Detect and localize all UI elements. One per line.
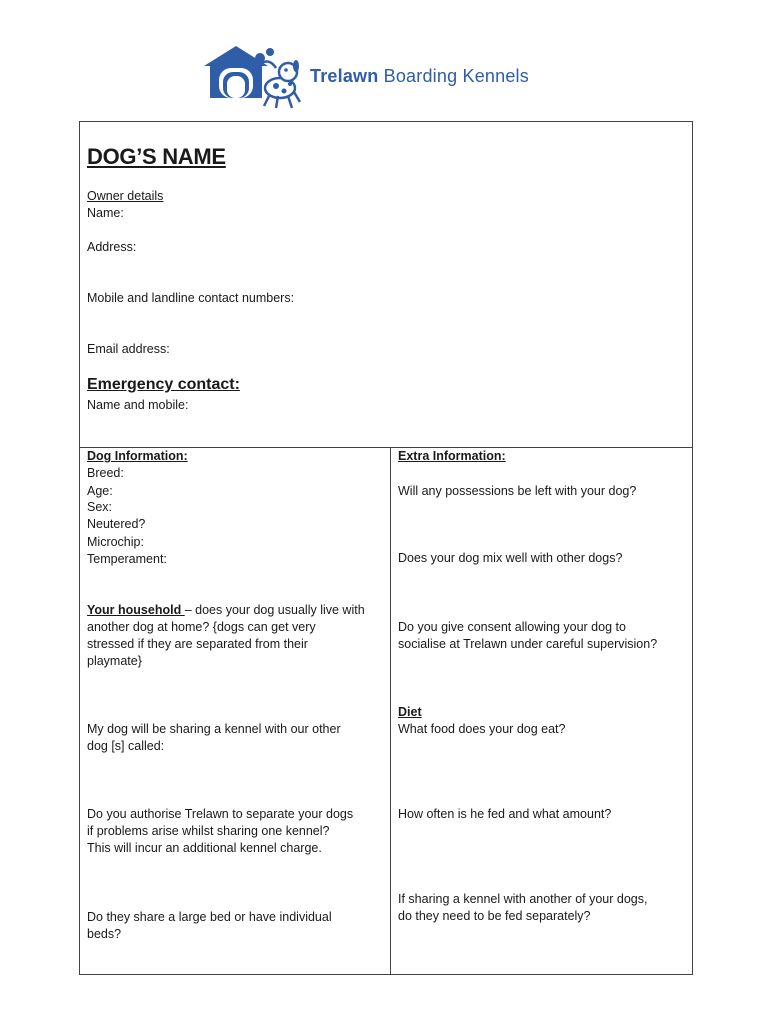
possessions-question: Will any possessions be left with your dog? [398,484,637,498]
kennel-dog-logo-icon [200,44,305,112]
socialise-consent-line: socialise at Trelawn under careful supervision? [398,637,658,651]
separation-authorisation-line: This will incur an additional kennel charge. [87,841,322,855]
household-question-line: stressed if they are separated from their [87,637,308,651]
kennel-sharing-question-line: dog [s] called: [87,739,165,753]
household-question-line: playmate} [87,654,142,668]
neutered-field: Neutered? [87,517,146,531]
microchip-field: Microchip: [87,535,144,549]
breed-field: Breed: [87,466,124,480]
separation-authorisation-line: if problems arise whilst sharing one kennel? [87,824,330,838]
dog-information-heading: Dog Information: [87,449,188,463]
household-question-line: another dog at home? {dogs can get very [87,620,316,634]
company-logo [200,44,560,112]
sex-field: Sex: [87,500,113,514]
extra-information-heading: Extra Information: [398,449,506,463]
email-address-field: Email address: [87,342,170,356]
emergency-contact-heading: Emergency contact: [87,376,240,393]
owner-details-heading: Owner details [87,189,164,203]
temperament-field: Temperament: [87,552,167,566]
owner-name-field: Name: [87,206,124,220]
diet-heading: Diet [398,705,422,719]
bed-question-line: beds? [87,927,122,941]
socialise-consent-question: Do you give consent allowing your dog to [398,620,626,634]
separate-feeding-line: do they need to be fed separately? [398,909,591,923]
contact-numbers-field: Mobile and landline contact numbers: [87,291,295,305]
feeding-frequency-question: How often is he fed and what amount? [398,807,612,821]
separation-authorisation-question: Do you authorise Trelawn to separate your dogs [87,807,354,821]
emergency-name-mobile-field: Name and mobile: [87,398,189,412]
dog-name-title: DOG’S NAME [87,144,226,169]
bed-question: Do they share a large bed or have individual [87,910,332,924]
brand-name: Trelawn Boarding Kennels [310,66,529,86]
food-question: What food does your dog eat? [398,722,566,736]
registration-form [79,121,693,975]
column-divider [390,447,391,975]
separate-feeding-question: If sharing a kennel with another of your dogs, [398,892,648,906]
kennel-sharing-question: My dog will be sharing a kennel with our other [87,722,341,736]
age-field: Age: [87,484,113,498]
mix-with-dogs-question: Does your dog mix well with other dogs? [398,551,623,565]
owner-address-field: Address: [87,240,137,254]
household-question: Your household – does your dog usually live with [87,603,365,617]
